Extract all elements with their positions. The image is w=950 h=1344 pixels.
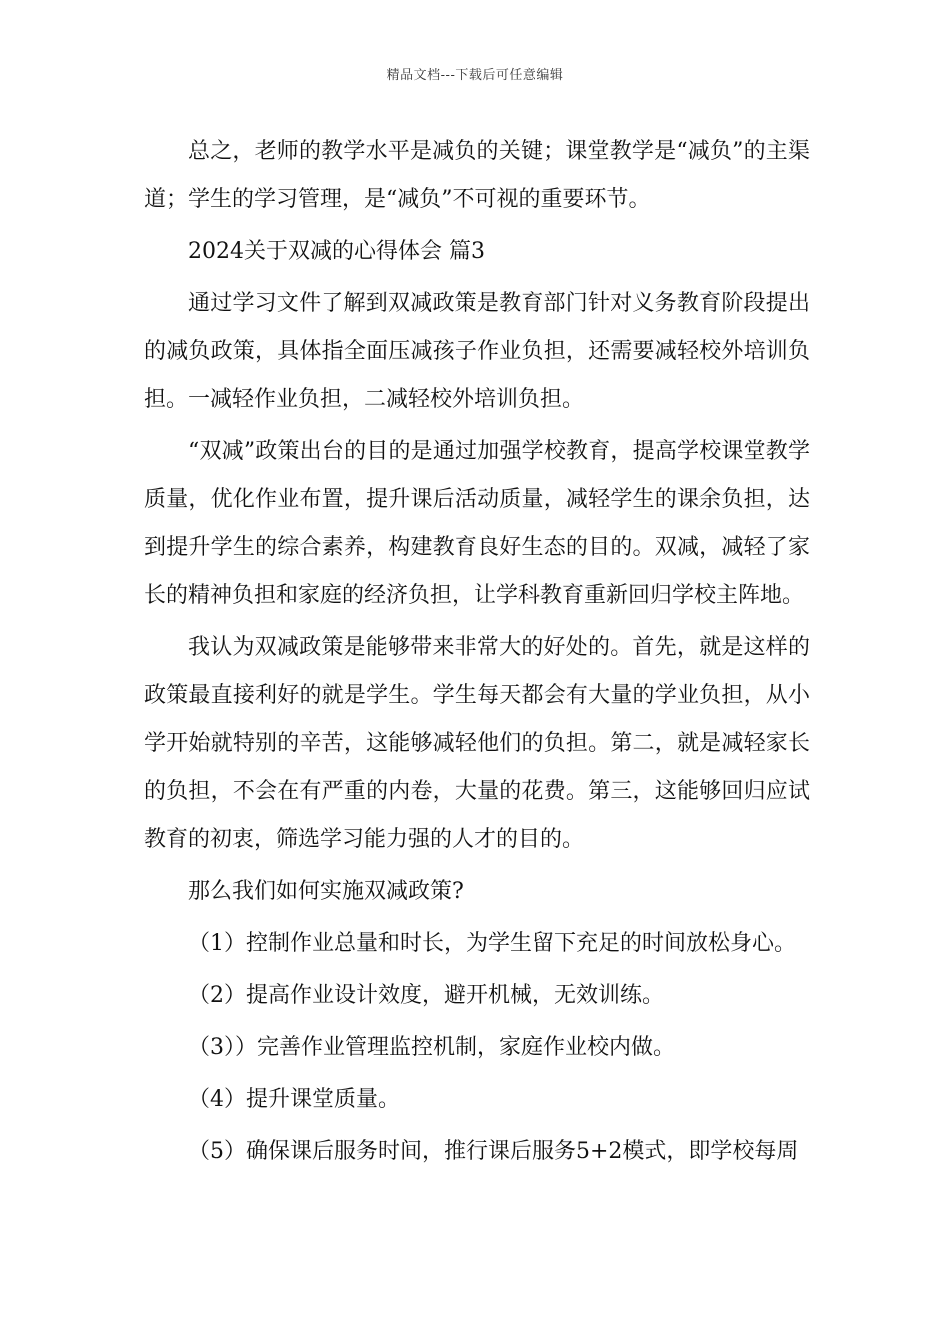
paragraph-policy-purpose: “双减”政策出台的目的是通过加强学校教育，提高学校课堂教学质量，优化作业布置，提升课后活动质量，减轻学生的课余负担，达到提升学生的综合素养，构建教育良好生态的目的。双减，减轻了家长的精神负担和家庭的经济负担，让学科教育重新回归学校主阵地。 <box>144 439 810 608</box>
paragraph-question: 那么我们如何实施双减政策? <box>188 879 464 904</box>
paragraph-conclusion: 总之，老师的教学水平是减负的关键；课堂教学是“减负”的主渠道；学生的学习管理，是“减负”不可视的重要环节。 <box>144 139 810 212</box>
section-heading: 2024关于双减的心得体会 篇3 <box>188 239 485 264</box>
paragraph-policy-intro: 通过学习文件了解到双减政策是教育部门针对义务教育阶段提出的减负政策，具体指全面压减孩子作业负担，还需要减轻校外培训负担。一减轻作业负担，二减轻校外培训负担。 <box>144 291 810 412</box>
page-header: 精品文档---下载后可任意编辑 <box>386 68 564 83</box>
list-item-5: （5）确保课后服务时间，推行课后服务5+2模式，即学校每周 <box>188 1139 799 1164</box>
paragraph-benefits: 我认为双减政策是能够带来非常大的好处的。首先，就是这样的政策最直接利好的就是学生。学生每天都会有大量的学业负担，从小学开始就特别的辛苦，这能够减轻他们的负担。第二，就是减轻家长的负担，不会在有严重的内卷，大量的花费。第三，这能够回归应试教育的初衷，筛选学习能力强的人才的目的。 <box>144 635 810 852</box>
list-item-4: （4）提升课堂质量。 <box>188 1087 400 1112</box>
list-item-1: （1）控制作业总量和时长，为学生留下充足的时间放松身心。 <box>188 931 796 956</box>
list-item-3: （3））完善作业管理监控机制，家庭作业校内做。 <box>188 1035 675 1060</box>
document-body <box>144 128 810 1180</box>
list-item-2: （2）提高作业设计效度，避开机械，无效训练。 <box>188 983 664 1008</box>
